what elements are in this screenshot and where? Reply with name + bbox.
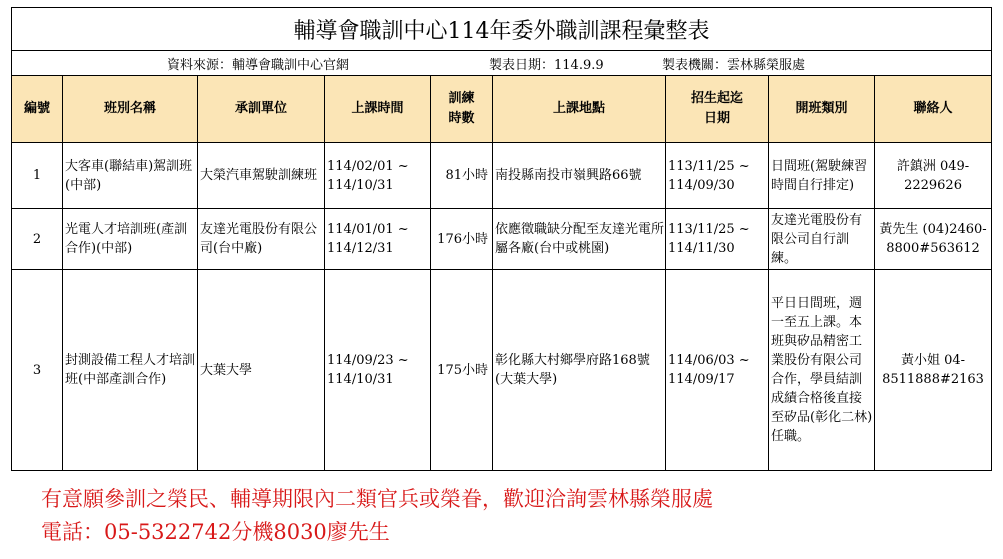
cell-type: 友達光電股份有限公司自行訓練。 — [769, 209, 875, 270]
agency-text: 製表機關：雲林縣榮服處 — [662, 57, 806, 73]
table-row — [12, 143, 992, 209]
table-row — [12, 209, 992, 270]
cell-no: 1 — [12, 143, 63, 209]
cell-hours: 81小時 — [431, 143, 493, 209]
header-row — [12, 76, 992, 143]
cell-hours: 176小時 — [431, 209, 493, 270]
cell-course: 光電人才培訓班(產訓合作)(中部) — [63, 209, 198, 270]
cell-org: 大葉大學 — [198, 270, 325, 471]
table-row — [12, 270, 992, 471]
header-org: 承訓單位 — [198, 76, 325, 143]
date-text: 製表日期：114.9.9 — [489, 57, 604, 73]
header-contact: 聯絡人 — [875, 76, 992, 143]
meta-row — [12, 51, 992, 76]
header-hours-label: 訓練時數 — [448, 91, 475, 126]
cell-contact: 黃小姐 04-8511888#2163 — [875, 270, 992, 471]
cell-type: 日間班(駕駛練習時間自行排定) — [769, 143, 875, 209]
cell-no: 2 — [12, 209, 63, 270]
cell-no: 3 — [12, 270, 63, 471]
cell-course: 封測設備工程人才培訓班(中部產訓合作) — [63, 270, 198, 471]
header-enroll — [666, 76, 769, 143]
cell-enroll: 113/11/25 ~ 114/09/30 — [666, 143, 769, 209]
cell-location: 南投縣南投市嶺興路66號 — [493, 143, 666, 209]
cell-contact: 許鎮洲 049-2229626 — [875, 143, 992, 209]
header-type: 開班類別 — [769, 76, 875, 143]
header-period: 上課時間 — [325, 76, 431, 143]
cell-period: 114/01/01 ~ 114/12/31 — [325, 209, 431, 270]
notice-invitation: 有意願參訓之榮民、輔導期限內二類官兵或榮眷，歡迎洽詢雲林縣榮服處 — [41, 487, 713, 511]
header-course: 班別名稱 — [63, 76, 198, 143]
course-table — [11, 7, 992, 471]
cell-enroll: 113/11/25 ~ 114/11/30 — [666, 209, 769, 270]
header-location: 上課地點 — [493, 76, 666, 143]
cell-enroll: 114/06/03 ~ 114/09/17 — [666, 270, 769, 471]
cell-contact: 黃先生 (04)2460-8800#563612 — [875, 209, 992, 270]
cell-period: 114/02/01 ~ 114/10/31 — [325, 143, 431, 209]
notice-phone: 電話：05-5322742分機8030廖先生 — [41, 520, 390, 544]
cell-course: 大客車(聯結車)駕訓班(中部) — [63, 143, 198, 209]
cell-hours: 175小時 — [431, 270, 493, 471]
header-no: 編號 — [12, 76, 63, 143]
header-enroll-label: 招生起迄日期 — [690, 91, 743, 126]
cell-location: 彰化縣大村鄉學府路168號(大葉大學) — [493, 270, 666, 471]
source-text: 資料來源：輔導會職訓中心官網 — [167, 57, 350, 73]
cell-org: 友達光電股份有限公司(台中廠) — [198, 209, 325, 270]
cell-org: 大榮汽車駕駛訓練班 — [198, 143, 325, 209]
cell-period: 114/09/23 ~ 114/10/31 — [325, 270, 431, 471]
cell-type: 平日日間班，週一至五上課。本班與矽品精密工業股份有限公司合作，學員結訓成績合格後直接至矽品(彰化二林)任職。 — [769, 270, 875, 471]
header-hours — [431, 76, 493, 143]
table-title: 輔導會職訓中心114年委外職訓課程彙整表 — [12, 8, 992, 51]
cell-location: 依應徵職缺分配至友達光電所屬各廠(台中或桃園) — [493, 209, 666, 270]
